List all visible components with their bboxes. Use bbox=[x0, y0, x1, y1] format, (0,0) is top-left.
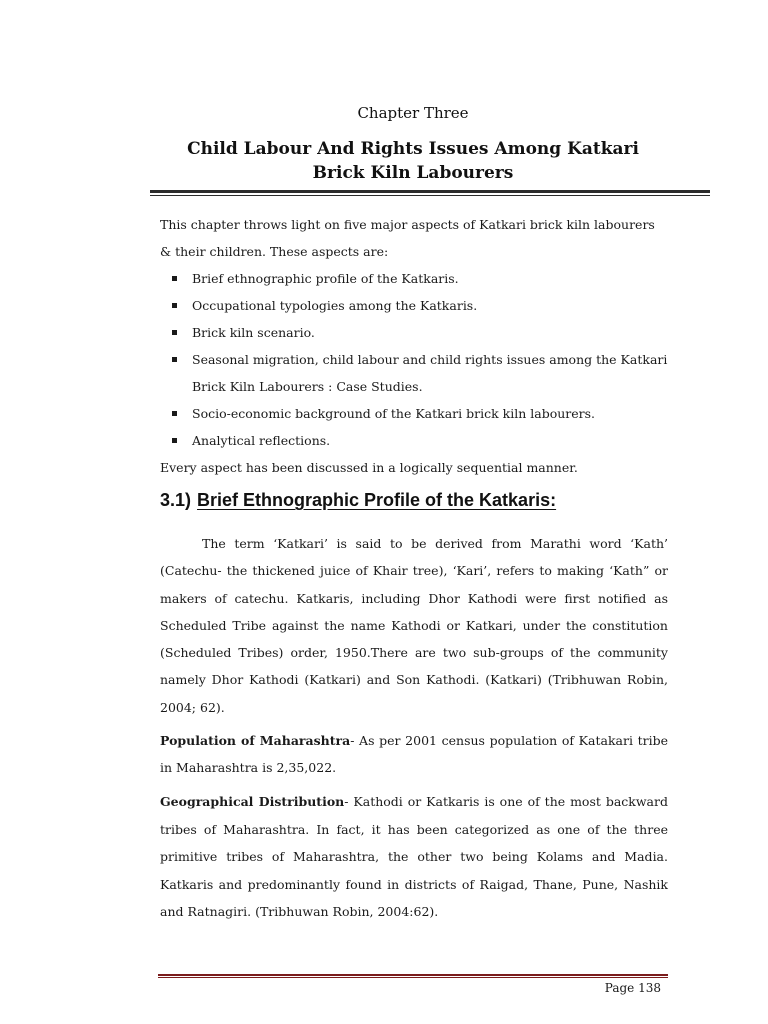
paragraph-text: The term ‘Katkari’ is said to be derived from Marathi word ‘Kath’ (Catechu- the thickened juice of Khair tree), ‘Kari’, refers to making ‘Kath” or makers of catechu. Katkaris, including Dhor Kathodi were first notified as Scheduled Tribe against the name Kathodi or Katkari, under the constitution (Scheduled Tribes) order, 1950.There are two sub-groups of the community namely Dhor Kathodi (Katkari) and Son Kathodi. (Katkari) (Tribhuwan Robin, 2004; 62). bbox=[160, 536, 668, 715]
bullet-square-icon bbox=[172, 303, 177, 308]
section-heading bbox=[160, 490, 556, 511]
list-item bbox=[160, 292, 668, 319]
intro-lead: This chapter throws light on five major aspects of Katkari brick kiln labourers & their children. These aspects are: bbox=[160, 217, 655, 259]
footer-divider-thick bbox=[158, 974, 668, 976]
list-item-text: Occupational typologies among the Katkaris. bbox=[192, 298, 478, 313]
list-item-text: Brief ethnographic profile of the Katkaris. bbox=[192, 271, 459, 286]
paragraph-katkari-term bbox=[160, 530, 668, 721]
paragraph-population bbox=[160, 727, 668, 781]
bullet-square-icon bbox=[172, 276, 177, 281]
bullet-square-icon bbox=[172, 330, 177, 335]
list-item-text: Analytical reflections. bbox=[192, 433, 331, 448]
footer-divider bbox=[158, 974, 668, 980]
title-divider bbox=[150, 190, 710, 198]
list-item-text: Socio-economic background of the Katkari brick kiln labourers. bbox=[192, 406, 596, 421]
chapter-title-line-1: Child Labour And Rights Issues Among Katkari bbox=[187, 139, 639, 159]
list-item bbox=[160, 319, 668, 346]
list-item bbox=[160, 346, 668, 400]
list-item bbox=[160, 427, 668, 454]
geography-text: - Kathodi or Katkaris is one of the most backward tribes of Maharashtra. In fact, it has been categorized as one of the three primitive tribes of Maharashtra, the other two being Kolams and Madia. Katkaris and predominantly found in districts of Raigad, Thane, Pune, Nashik and Ratnagiri. (Tribhuwan Robin, 2004:62). bbox=[160, 794, 668, 919]
chapter-title-line-2: Brick Kiln Labourers bbox=[312, 163, 514, 183]
intro-block bbox=[160, 211, 668, 481]
population-label: Population of Maharashtra bbox=[160, 733, 351, 748]
aspects-list bbox=[160, 265, 668, 454]
geography-label: Geographical Distribution bbox=[160, 794, 345, 809]
section-number: 3.1) bbox=[160, 490, 192, 510]
chapter-title bbox=[0, 137, 768, 185]
paragraph-geography bbox=[160, 788, 668, 926]
bullet-square-icon bbox=[172, 411, 177, 416]
bullet-square-icon bbox=[172, 357, 177, 362]
bullet-square-icon bbox=[172, 438, 177, 443]
footer-divider-thin bbox=[158, 977, 668, 978]
intro-closing: Every aspect has been discussed in a logically sequential manner. bbox=[160, 460, 578, 475]
page-number: Page 138 bbox=[604, 981, 661, 995]
list-item-text: Seasonal migration, child labour and child rights issues among the Katkari Brick Kiln Labourers : Case Studies. bbox=[192, 352, 668, 394]
population-text: - As per 2001 census population of Katakari tribe in Maharashtra is 2,35,022. bbox=[160, 733, 668, 775]
list-item bbox=[160, 265, 668, 292]
list-item bbox=[160, 400, 668, 427]
list-item-text: Brick kiln scenario. bbox=[192, 325, 315, 340]
title-divider-thin bbox=[150, 195, 710, 196]
chapter-label: Chapter Three bbox=[357, 104, 469, 122]
section-title: Brief Ethnographic Profile of the Katkaris: bbox=[197, 490, 557, 510]
title-divider-thick bbox=[150, 190, 710, 193]
